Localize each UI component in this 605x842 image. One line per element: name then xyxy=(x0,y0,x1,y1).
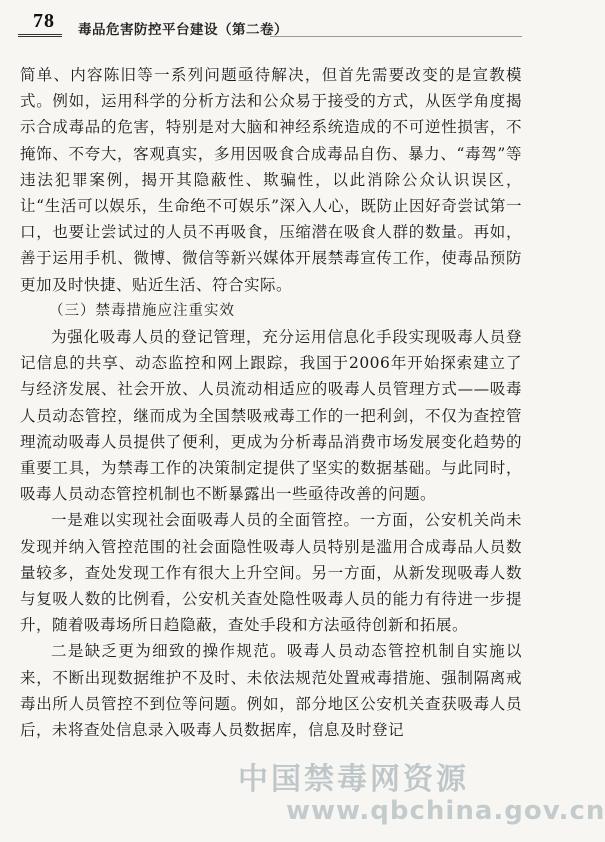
page-header xyxy=(18,8,522,42)
header-rule-left xyxy=(18,34,62,37)
page-number: 78 xyxy=(33,10,55,32)
header-rule-right xyxy=(270,36,522,37)
paragraph-registration: 为强化吸毒人员的登记管理，充分运用信息化手段实现吸毒人员登记信息的共享、动态监控和网上跟踪，我国于2006年开始探索建立了与经济发展、社会开放、人员流动相适应的吸毒人员管理方式——吸毒人员动态管控，继而成为全国禁吸戒毒工作的一把利剑，不仅为查控管理流动吸毒人员提供了便利，更成为分析毒品消费市场发展变化趋势的重要工具，为禁毒工作的决策制定提供了坚实的数据基础。与此同时，吸毒人员动态管控机制也不断暴露出一些亟待改善的问题。 xyxy=(20,328,522,504)
watermark-title: 中国禁毒网资源 xyxy=(238,762,469,797)
section-heading: （三）禁毒措施应注重实效 xyxy=(49,302,235,319)
paragraph-point-two: 二是缺乏更为细致的操作规范。吸毒人员动态管控机制自实施以来，不断出现数据维护不及时、未依法规范处置戒毒措施、强制隔离戒毒出所人员管控不到位等问题。例如，部分地区公安机关查获吸毒人员后，未将查处信息录入吸毒人员数据库，信息及时登记 xyxy=(20,642,522,740)
paragraph-continued: 简单、内容陈旧等一系列问题亟待解决，但首先需要改变的是宣教模式。例如，运用科学的分析方法和公众易于接受的方式，从医学角度揭示合成毒品的危害，特别是对大脑和神经系统造成的不可逆性损害，不掩饰、不夸大，客观真实，多用因吸食合成毒品自伤、暴力、“毒驾”等违法犯罪案例，揭开其隐蔽性、欺骗性，以此消除公众认识误区，让“生活可以娱乐，生命绝不可娱乐”深入人心，既防止因好奇尝试第一口，也要让尝试过的人员不再吸食，压缩潜在吸食人群的数量。再如，善于运用手机、微博、微信等新兴媒体开展禁毒宣传工作，使毒品预防更加及时快捷、贴近生活、符合实际。 xyxy=(20,66,522,294)
watermark xyxy=(238,754,605,834)
watermark-url: www.qbchina.gov.cn xyxy=(286,796,605,826)
page-body xyxy=(20,62,522,743)
paragraph-point-one: 一是难以实现社会面吸毒人员的全面管控。一方面，公安机关尚未发现并纳入管控范围的社会面隐性吸毒人员特别是滥用合成毒品人员数量较多，查处发现工作有很大上升空间。另一方面，从新发现吸毒人数与复吸人数的比例看，公安机关查处隐性吸毒人员的能力有待进一步提升，随着吸毒场所日趋隐蔽，查处手段和方法亟待创新和拓展。 xyxy=(20,511,522,635)
running-title: 毒品危害防控平台建设（第二卷） xyxy=(78,22,288,38)
